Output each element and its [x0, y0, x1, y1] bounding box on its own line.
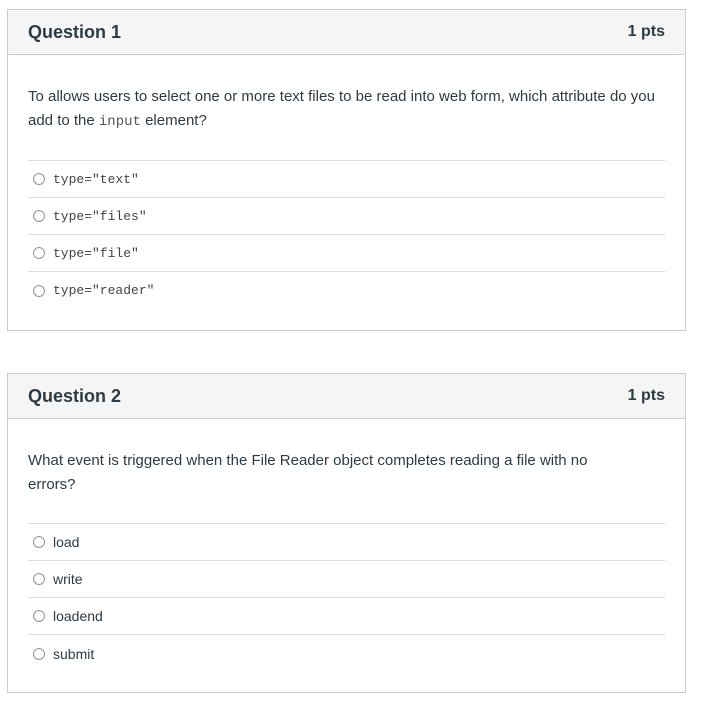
question-1-text-code: input	[98, 114, 141, 130]
question-1-points: 1 pts	[627, 23, 665, 40]
question-2-header	[8, 374, 685, 419]
question-1-text-part2: element?	[140, 112, 207, 129]
question-1-text-part1: To allows users to select one or more text files to be read into web form, which attribute do you add to the	[28, 88, 655, 129]
question-2-body	[8, 419, 685, 672]
question-2-card	[7, 373, 686, 693]
answer-label[interactable]: submit	[53, 645, 95, 662]
answer-label[interactable]: load	[53, 534, 80, 550]
answer-label[interactable]: type="text"	[53, 171, 139, 187]
answer-option[interactable]	[28, 561, 665, 598]
radio-button[interactable]	[33, 536, 45, 548]
answer-option[interactable]	[28, 598, 665, 635]
question-1-title: Question 1	[28, 21, 122, 42]
question-1-body	[8, 55, 685, 309]
answer-option[interactable]	[28, 161, 665, 198]
radio-button[interactable]	[33, 173, 45, 185]
answer-option[interactable]	[28, 272, 665, 309]
question-2-text: What event is triggered when the File Reader object completes reading a file with no errors?	[28, 452, 588, 493]
radio-button[interactable]	[33, 610, 45, 622]
question-1-answers	[28, 160, 665, 309]
answer-label[interactable]: type="files"	[53, 208, 147, 224]
question-1-header	[8, 10, 685, 55]
answer-label[interactable]: type="file"	[53, 245, 139, 261]
question-2-points: 1 pts	[627, 387, 665, 404]
answer-label[interactable]: write	[53, 571, 83, 587]
answer-option[interactable]	[28, 198, 665, 235]
question-2-title: Question 2	[28, 385, 122, 406]
radio-button[interactable]	[33, 573, 45, 585]
answer-option[interactable]	[28, 235, 665, 272]
answer-label[interactable]: type="reader"	[53, 283, 155, 298]
answer-label[interactable]: loadend	[53, 608, 103, 624]
radio-button[interactable]	[33, 285, 45, 297]
question-1-text	[28, 85, 665, 134]
question-1-card	[7, 9, 686, 331]
radio-button[interactable]	[33, 247, 45, 259]
answer-option[interactable]	[28, 635, 665, 672]
radio-button[interactable]	[33, 648, 45, 660]
question-2-answers	[28, 523, 665, 672]
radio-button[interactable]	[33, 210, 45, 222]
answer-option[interactable]	[28, 524, 665, 561]
